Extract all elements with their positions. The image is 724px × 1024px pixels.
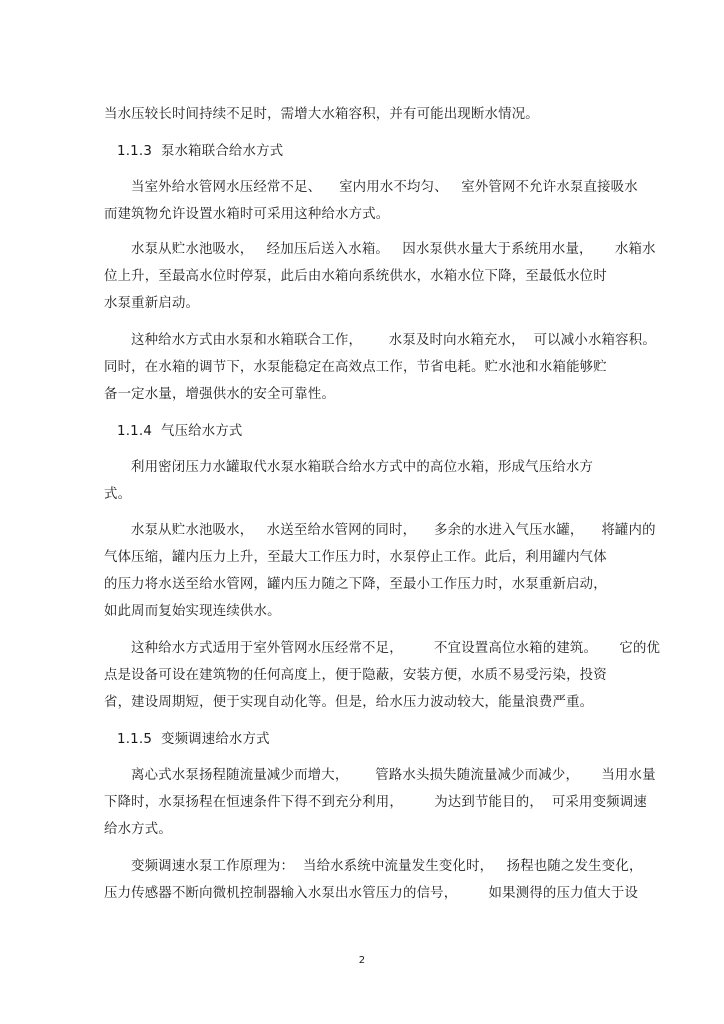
body-text-line: 省，建设周期短，便于实现自动化等。但是，给水压力波动较大，能量浪费严重。: [104, 695, 594, 710]
body-text-line: 利用密闭压力水罐取代水泵水箱联合给水方式中的高位水箱，形成气压给水方: [131, 460, 594, 475]
body-text-line: 变频调速水泵工作原理为： 当给水系统中流量发生变化时， 扬程也随之发生变化，: [131, 859, 643, 874]
body-text-line: 气体压缩，罐内压力上升，至最大工作压力时，水泵停止工作。此后，利用罐内气体: [104, 550, 607, 565]
body-text-line: 点是设备可设在建筑物的任何高度上，便于隐蔽，安装方便，水质不易受污染，投资: [104, 668, 607, 683]
body-text-line: 这种给水方式适用于室外管网水压经常不足， 不宜设置高位水箱的建筑。 它的优: [131, 641, 661, 656]
body-text-line: 水泵从贮水池吸水， 经加压后送入水箱。 因水泵供水量大于系统用水量， 水箱水: [131, 242, 656, 257]
body-text-line: 下降时，水泵扬程在恒速条件下得不到充分利用， 为达到节能目的， 可采用变频调速: [104, 795, 647, 810]
body-text-line: 压力传感器不断向微机控制器输入水泵出水管压力的信号， 如果测得的压力值大于设: [104, 886, 639, 901]
body-text-line: 水泵重新启动。: [104, 296, 200, 311]
body-text-line: 如此周而复始实现连续供水。: [104, 604, 281, 619]
section-heading: 1.1.3 泵水箱联合给水方式: [117, 144, 284, 159]
body-text-line: 水泵从贮水池吸水， 水送至给水管网的同时， 多余的水进入气压水罐， 将罐内的: [131, 523, 656, 538]
body-text-line: 当室外给水管网水压经常不足、 室内用水不均匀、 室外管网不允许水泵直接吸水: [131, 180, 638, 195]
body-text-line: 这种给水方式由水泵和水箱联合工作， 水泵及时向水箱充水， 可以减小水箱容积。: [131, 333, 656, 348]
body-text-line: 位上升，至最高水位时停泵，此后由水箱向系统供水，水箱水位下降，至最低水位时: [104, 269, 607, 284]
body-text-line: 离心式水泵扬程随流量减少而增大， 管路水头损失随流量减少而减少， 当用水量: [131, 768, 656, 783]
body-text-line: 给水方式。: [104, 822, 172, 837]
body-text-line: 而建筑物允许设置水箱时可采用这种给水方式。: [104, 207, 390, 222]
body-text-line: 当水压较长时间持续不足时，需增大水箱容积，并有可能出现断水情况。: [104, 107, 539, 122]
body-text-line: 备一定水量，增强供水的安全可靠性。: [104, 387, 336, 402]
body-text-line: 式。: [104, 487, 132, 502]
section-heading: 1.1.5 变频调速给水方式: [117, 732, 270, 747]
page-number: 2: [358, 955, 366, 966]
section-heading: 1.1.4 气压给水方式: [117, 424, 243, 439]
body-text-line: 同时，在水箱的调节下，水泵能稳定在高效点工作，节省电耗。贮水池和水箱能够贮: [104, 360, 607, 375]
body-text-line: 的压力将水送至给水管网，罐内压力随之下降，至最小工作压力时，水泵重新启动，: [104, 577, 607, 592]
